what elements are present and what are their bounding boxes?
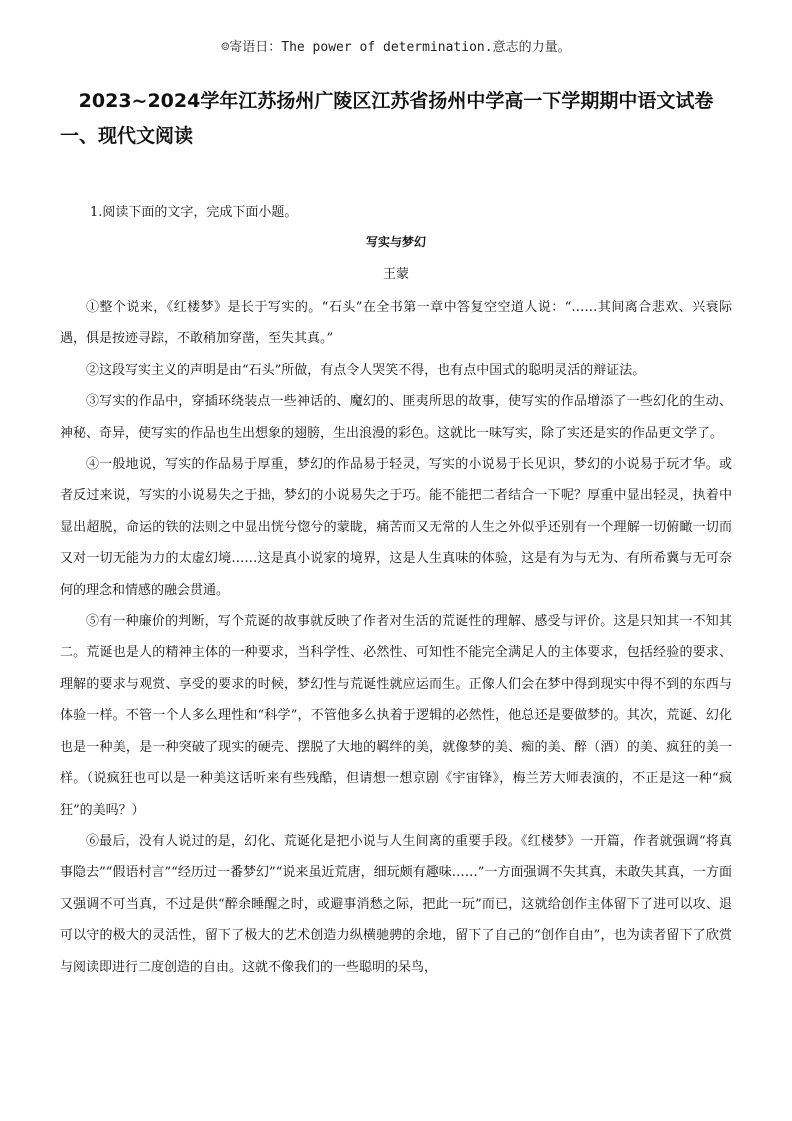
question-instruction: 1.阅读下面的文字，完成下面小题。 — [90, 205, 298, 220]
paragraph-2: ②这段写实主义的声明是由“石头”所做，有点令人哭笑不得，也有点中国式的聪明灵活的辩证法。 — [86, 362, 646, 378]
paragraph-5: ⑤有一种廉价的判断，写个荒诞的故事就反映了作者对生活的荒诞性的理解、感受与评价。这是只知其一不知其二。荒诞也是人的精神主体的一种要求，当科学性、必然性、可知性不能完全满足人的主体要求，包括经验的要求、理解的要求与观赏、享受的要求的时候，梦幻性与荒诞性就应运而生。正像人们会在梦中得到现实中得不到的东西与体验一样。不管一个人多么理性和“科学”，不管他多么执着于逻辑的必然性，他总还是要做梦的。其次，荒诞、幻化也是一种美，是一种突破了现实的硬壳、摆脱了大地的羁绊的美，就像梦的美、痴的美、醉（酒）的美、疯狂的美一样。（说疯狂也可以是一种美这话听来有些残酷，但请想一想京剧《宇宙锋》，梅兰芳大师表演的，不正是这一种“疯狂”的美吗？） — [60, 614, 732, 818]
article-author: 王蒙 — [382, 267, 409, 282]
section-heading: 一、现代文阅读 — [60, 125, 194, 147]
article-body — [60, 292, 732, 983]
paragraph-6: ⑥最后，没有人说过的是，幻化、荒诞化是把小说与人生间离的重要手段。《红楼梦》一开篇，作者就强调“将真事隐去”“假语村言”“经历过一番梦幻”“说来虽近荒唐，细玩颇有趣味……”一方面强调不失其真，未敢失其真，一方面又强调不可当真，不过是供“醉余睡醒之时，或避事消愁之际，把此一玩”而已，这就给创作主体留下了进可以攻、退可以守的极大的灵活性，留下了极大的艺术创造力纵横驰骋的余地，留下了自己的“创作自由”，也为读者留下了欣赏与阅读即进行二度创造的自由。这就不像我们的一些聪明的呆鸟， — [60, 833, 732, 975]
paragraph-3: ③写实的作品中，穿插环绕装点一些神话的、魔幻的、匪夷所思的故事，使写实的作品增添了一些幻化的生动、神秘、奇异，使写实的作品也生出想象的翅膀，生出浪漫的彩色。这就比一味写实，除了实还是实的作品更文学了。 — [60, 394, 732, 441]
article-title: 写实与梦幻 — [365, 235, 426, 249]
exam-title: 2023~2024学年江苏扬州广陵区江苏省扬州中学高一下学期期中语文试卷 — [78, 90, 714, 112]
paragraph-1: ①整个说来，《红楼梦》是长于写实的。“石头”在全书第一章中答复空空道人说：“……其间离合悲欢、兴衰际遇，俱是按迹寻踪，不敢稍加穿凿，至失其真。” — [60, 300, 732, 347]
motto-header: ☺寄语日：The power of determination.意志的力量。 — [221, 40, 571, 55]
paragraph-4: ④一般地说，写实的作品易于厚重，梦幻的作品易于轻灵，写实的小说易于长见识，梦幻的小说易于玩才华。或者反过来说，写实的小说易失之于拙，梦幻的小说易失之于巧。能不能把二者结合一下呢？厚重中显出轻灵，执着中显出超脱，命运的铁的法则之中显出恍兮惚兮的蒙眬，痛苦而又无常的人生之外似乎还别有一个理解一切俯瞰一切而又对一切无能为力的太虚幻境……这是真小说家的境界，这是人生真味的体验，这是有为与无为、有所希冀与无可奈何的理念和情感的融会贯通。 — [60, 457, 732, 598]
